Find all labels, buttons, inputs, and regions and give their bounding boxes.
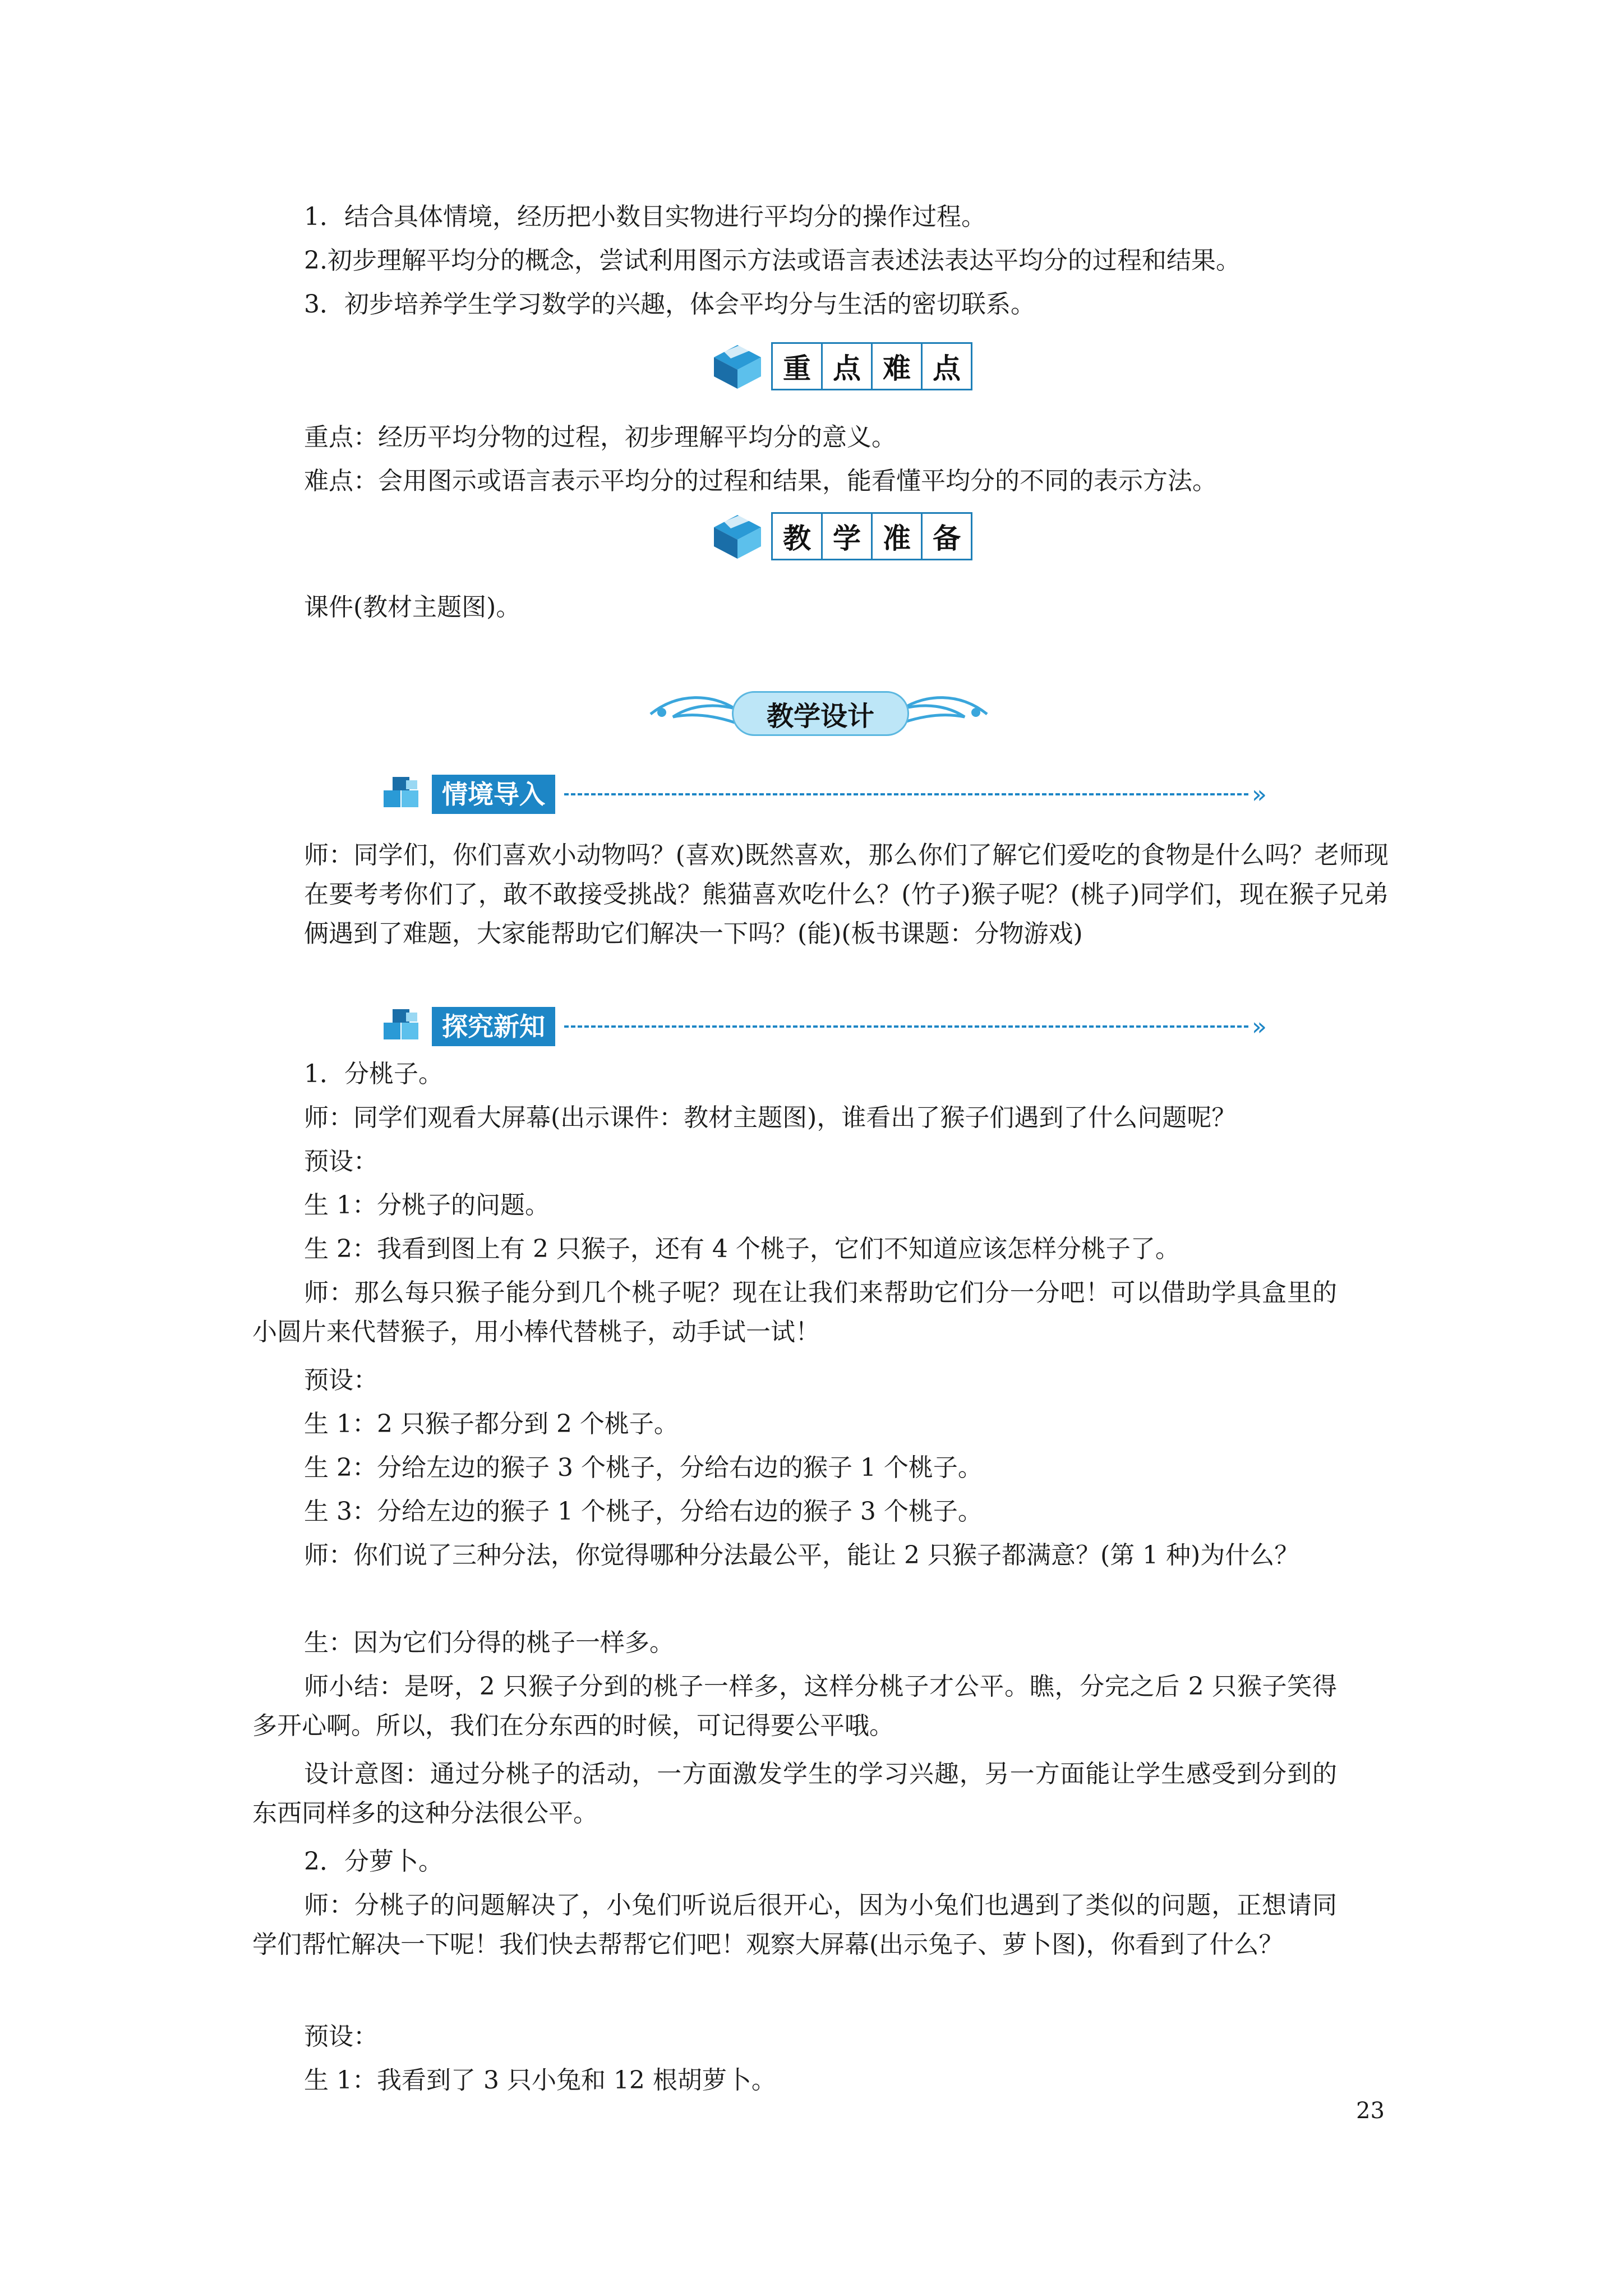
body-line-7: 预设：	[304, 1366, 378, 1395]
intro-paragraph: 师：同学们，你们喜欢小动物吗？(喜欢)既然喜欢，那么你们了解它们爱吃的食物是什么吗？老师现在要考考你们了，敢不敢接受挑战？熊猫喜欢吃什么？(竹子)猴子呢？(桃子)同学们，现在猴子兄弟俩遇到了难题，大家能帮助它们解决一下吗？(能)(板书课题：分物游戏)	[304, 841, 1389, 948]
double-chevron-icon: »	[1252, 780, 1267, 809]
body-line-17: 预设：	[304, 2022, 378, 2051]
prep-char-1: 教	[773, 514, 823, 559]
body-line-14: 设计意图：通过分桃子的活动，一方面激发学生的学习兴趣，另一方面能让学生感受到分到的东西同样多的这种分法很公平。	[252, 1760, 1337, 1828]
key-points-char-4: 点	[923, 344, 971, 389]
key-points-char-1: 重	[773, 344, 823, 389]
double-chevron-icon: »	[1252, 1012, 1267, 1041]
body-line-5: 生 2：我看到图上有 2 只猴子，还有 4 个桃子，它们不知道应该怎样分桃子了。	[304, 1235, 1180, 1263]
goal-3: 3．初步培养学生学习数学的兴趣，体会平均分与生活的密切联系。	[304, 290, 1035, 319]
prep-char-2: 学	[823, 514, 873, 559]
body-line-15: 2．分萝卜。	[304, 1847, 443, 1876]
body-line-10: 生 3：分给左边的猴子 1 个桃子，分给右边的猴子 3 个桃子。	[304, 1497, 983, 1526]
intro-label: 情境导入	[432, 775, 555, 814]
body-line-11: 师：你们说了三种分法，你觉得哪种分法最公平，能让 2 只猴子都满意？(第 1 种)为什么？	[304, 1541, 1299, 1570]
body-line-2: 师：同学们观看大屏幕(出示课件：教材主题图)，谁看出了猴子们遇到了什么问题呢？	[304, 1103, 1237, 1132]
body-line-3: 预设：	[304, 1147, 378, 1176]
body-line-8: 生 1：2 只猴子都分到 2 个桃子。	[304, 1410, 679, 1438]
key-points-header	[709, 341, 972, 392]
page-number: 23	[1356, 2098, 1385, 2124]
key-points-char-2: 点	[823, 344, 873, 389]
blocks-icon	[380, 1007, 425, 1046]
prep-char-3: 准	[873, 514, 923, 559]
focus-text: 重点：经历平均分物的过程，初步理解平均分的意义。	[304, 423, 896, 452]
preparation-text: 课件(教材主题图)。	[304, 593, 521, 622]
folder-icon	[709, 341, 766, 392]
prep-char-4: 备	[923, 514, 971, 559]
body-line-16: 师：分桃子的问题解决了，小兔们听说后很开心，因为小兔们也遇到了类似的问题，正想请同学们帮忙解决一下呢！我们快去帮帮它们吧！观察大屏幕(出示兔子、萝卜图)，你看到了什么？	[252, 1891, 1337, 1959]
folder-icon	[709, 510, 766, 562]
body-line-18: 生 1：我看到了 3 只小兔和 12 根胡萝卜。	[304, 2066, 776, 2095]
goal-2: 2.初步理解平均分的概念，尝试利用图示方法或语言表述法表达平均分的过程和结果。	[304, 246, 1241, 275]
body-line-4: 生 1：分桃子的问题。	[304, 1191, 550, 1220]
design-banner-title: 教学设计	[732, 691, 909, 736]
explore-section-header	[380, 1007, 1267, 1046]
goal-1: 1．结合具体情境，经历把小数目实物进行平均分的操作过程。	[304, 203, 986, 231]
body-line-13: 师小结：是呀，2 只猴子分到的桃子一样多，这样分桃子才公平。瞧，分完之后 2 只猴子笑得多开心啊。所以，我们在分东西的时候，可记得要公平哦。	[252, 1672, 1337, 1740]
key-points-char-3: 难	[873, 344, 923, 389]
body-line-1: 1．分桃子。	[304, 1060, 443, 1088]
preparation-header	[709, 510, 972, 562]
intro-section-header	[380, 775, 1267, 814]
explore-label: 探究新知	[432, 1007, 555, 1046]
body-line-6: 师：那么每只猴子能分到几个桃子呢？现在让我们来帮助它们分一分吧！可以借助学具盒里的小圆片来代替猴子，用小棒代替桃子，动手试一试！	[252, 1278, 1337, 1346]
blocks-icon	[380, 775, 425, 814]
explore-dashed-rule	[564, 1025, 1248, 1028]
intro-dashed-rule	[564, 793, 1248, 795]
body-line-9: 生 2：分给左边的猴子 3 个桃子，分给右边的猴子 1 个桃子。	[304, 1453, 983, 1482]
body-line-12: 生：因为它们分得的桃子一样多。	[304, 1628, 674, 1657]
difficulty-text: 难点：会用图示或语言表示平均分的过程和结果，能看懂平均分的不同的表示方法。	[304, 467, 1217, 495]
